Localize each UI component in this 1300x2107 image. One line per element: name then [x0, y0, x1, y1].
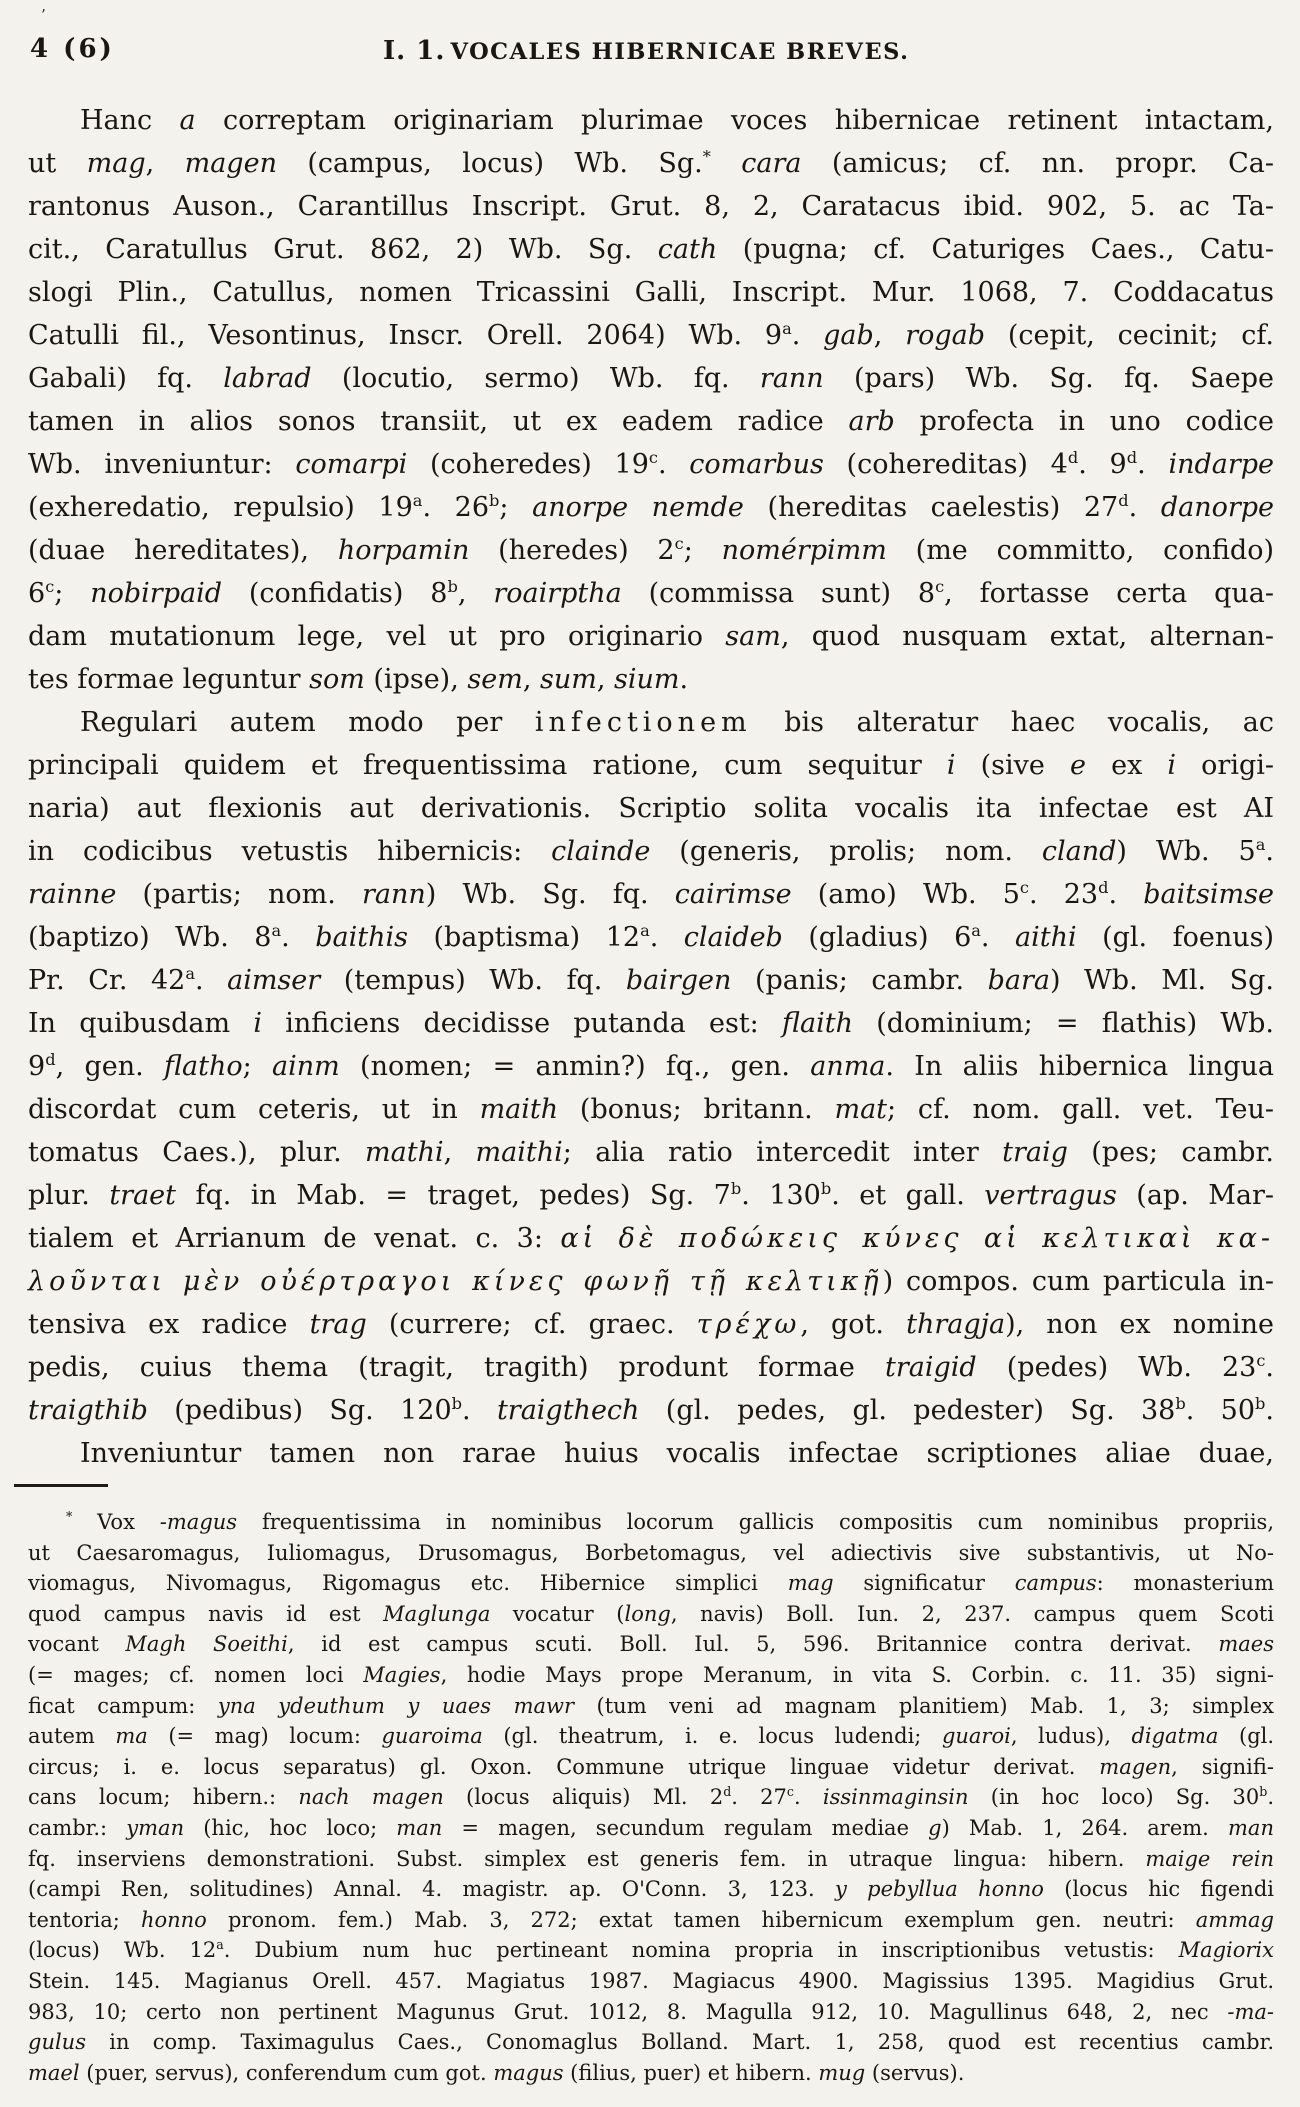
italic-text: guaroima — [381, 1724, 483, 1749]
italic-text: cairimse — [674, 879, 792, 910]
footnote-line: mael (puer, servus), conferendum cum got. magus (filius, puer) et hibern. mug (servus). — [28, 2060, 965, 2085]
footnote-line: (locus) Wb. 12$^a$. Dubium num huc pertineant nomina propria in inscriptionibus vetustis: Magiorix — [28, 1937, 1274, 1963]
body-line: 6$^c$; nobirpaid (confidatis) 8$^b$, roairptha (commissa sunt) 8$^c$, fortasse certa qua- — [28, 577, 1274, 609]
italic-text: bara — [987, 965, 1050, 996]
italic-text: claideb — [683, 922, 783, 953]
italic-text: man — [396, 1815, 443, 1840]
italic-text: -ma- — [1227, 1999, 1274, 2024]
italic-text: magen — [184, 148, 277, 179]
superscript-reference: a — [216, 1937, 224, 1953]
italic-text: nomérpimm — [721, 535, 887, 566]
footnote-line: vocant Magh Soeithi, id est campus scuti. Boll. Iul. 5, 596. Britannice contra derivat. maes — [28, 1632, 1274, 1657]
footnote-line: 983, 10; certo non pertinent Magunus Grut. 1012, 8. Magulla 912, 10. Magullinus 648, 2, nec -ma- — [28, 1999, 1274, 2024]
italic-text: issinmaginsin — [822, 1785, 969, 1810]
italic-text: ma — [115, 1724, 148, 1749]
italic-text: mael — [28, 2060, 80, 2085]
italic-text: long — [624, 1601, 671, 1626]
superscript-reference: * — [702, 147, 711, 166]
italic-text: roairptha — [493, 578, 622, 609]
paragraph — [28, 1507, 1274, 2088]
body-line: cit., Caratullus Grut. 862, 2) Wb. Sg. cath (pugna; cf. Caturiges Caes., Catu- — [28, 234, 1274, 265]
italic-text: gab — [823, 320, 874, 351]
footnote-text — [28, 1507, 1274, 2088]
italic-text: nach magen — [298, 1785, 444, 1810]
italic-text: sium — [614, 664, 680, 695]
superscript-reference: a — [782, 319, 792, 338]
superscript-reference: d — [45, 1050, 56, 1069]
italic-text: Maglunga — [383, 1601, 491, 1626]
italic-text: anma — [810, 1051, 886, 1082]
body-line: tes formae leguntur som (ipse), sem, sum, sium. — [28, 664, 689, 695]
italic-text: mag — [86, 148, 146, 179]
italic-text: nobirpaid — [90, 578, 223, 609]
italic-text: baithis — [315, 922, 408, 953]
italic-text: Magies — [363, 1662, 441, 1687]
body-line: (exheredatio, repulsio) 19$^a$. 26$^b$; anorpe nemde (hereditas caelestis) 27$^d$. danorpe — [28, 491, 1275, 523]
italic-text: flatho — [163, 1051, 243, 1082]
italic-text: flaith — [782, 1008, 853, 1039]
italic-text: digatma — [1131, 1724, 1219, 1749]
italic-text: sam — [725, 621, 781, 652]
italic-text: traigthib — [28, 1395, 148, 1426]
body-line: pedis, cuius thema (tragit, tragith) produnt formae traigid (pedes) Wb. 23$^c$. — [28, 1351, 1275, 1383]
superscript-reference: c — [935, 577, 945, 596]
italic-text: guaroi — [941, 1724, 1011, 1749]
superscript-reference: c — [45, 577, 55, 596]
scan-speck: ’ — [41, 6, 46, 24]
italic-text: ammag — [1195, 1907, 1274, 1932]
superscript-reference: d — [723, 1784, 732, 1800]
body-text — [28, 99, 1274, 1475]
paragraph — [28, 99, 1274, 701]
body-line: In quibusdam i inficiens decidisse putanda est: flaith (dominium; = flathis) Wb. — [28, 1008, 1274, 1039]
italic-text: thragja — [906, 1309, 1006, 1340]
footnote-line: Stein. 145. Magianus Orell. 457. Magiatus 1987. Magiacus 4900. Magissius 1395. Magidius Grut. — [28, 1968, 1274, 1993]
footnote-line: gulus in comp. Taximagulus Caes., Conomaglus Bolland. Mart. 1, 258, quod est recentius cambr. — [28, 2030, 1274, 2055]
superscript-reference: b — [1255, 1394, 1266, 1413]
italic-text: y pebyllua honno — [835, 1877, 1044, 1902]
superscript-reference: b — [1175, 1394, 1186, 1413]
italic-text: honno — [140, 1907, 207, 1932]
italic-text: man — [1228, 1815, 1274, 1840]
footnote-line: fq. inserviens demonstrationi. Subst. simplex est generis fem. in utraque lingua: hibern. maige rein — [28, 1846, 1274, 1871]
italic-text: magus — [493, 2060, 564, 2085]
body-line: Regulari autem modo per infectionem bis alteratur haec vocalis, ac — [80, 707, 1274, 738]
italic-text: horpamin — [337, 535, 470, 566]
body-line: tialem et Arrianum de venat. c. 3: αἱ δὲ ποδώκεις κύνες αἱ κελτικαὶ κα- — [28, 1223, 1274, 1254]
italic-text: i — [1167, 750, 1177, 781]
body-line: naria) aut flexionis aut derivationis. Scriptio solita vocalis ita infectae est AI — [28, 793, 1274, 824]
superscript-reference: b — [820, 1179, 832, 1198]
italic-text: maithi — [475, 1137, 563, 1168]
superscript-reference: a — [971, 921, 981, 940]
italic-text: rainne — [28, 879, 117, 910]
footnote-line: cans locum; hibern.: nach magen (locus aliquis) Ml. 2$^d$. 27$^c$. issinmaginsin (in hoc loco) Sg. 30$^b$. — [28, 1784, 1275, 1810]
italic-text: a — [179, 105, 196, 136]
footnote-line: quod campus navis id est Maglunga vocatur (long, navis) Boll. Iun. 2, 237. campus quem Scoti — [28, 1601, 1274, 1626]
superscript-reference: a — [412, 491, 423, 510]
superscript-reference: d — [1067, 448, 1079, 467]
superscript-reference: d — [1098, 878, 1109, 897]
italic-text: sum — [540, 664, 597, 695]
superscript-reference: d — [1126, 448, 1138, 467]
italic-text: yna ydeuthum y uaes mawr — [217, 1693, 575, 1718]
footnote-separator — [14, 1484, 108, 1487]
italic-text: i — [946, 750, 956, 781]
body-line: (baptizo) Wb. 8$^a$. baithis (baptisma) 12$^a$. claideb (gladius) 6$^a$. aithi (gl. foenus) — [28, 921, 1274, 953]
italic-text: maith — [479, 1094, 559, 1125]
footnote-line: * Vox -magus frequentissima in nominibus locorum gallicis compositis cum nominibus propriis, — [66, 1509, 1274, 1534]
italic-text: gulus — [28, 2030, 86, 2055]
page-number: 4 (6) — [30, 34, 115, 64]
body-line: plur. traet fq. in Mab. = traget, pedes) Sg. 7$^b$. 130$^b$. et gall. vertragus (ap. Mar- — [28, 1179, 1275, 1211]
superscript-reference: a — [1255, 835, 1266, 854]
footnote-line: ut Caesaromagus, Iuliomagus, Drusomagus, Borbetomagus, vel adiectivis sive substantivis, ut No- — [28, 1540, 1274, 1565]
body-line: in codicibus vetustis hibernicis: clainde (generis, prolis; nom. cland) Wb. 5$^a$. — [28, 835, 1274, 867]
body-line: λοῦνται μὲν οὐέρτραγοι κίνες φωνῇ τῇ κελτικῇ) compos. cum particula in- — [28, 1266, 1274, 1297]
footnote-line: tentoria; honno pronom. fem.) Mab. 3, 272; extat tamen hibernicum exemplum gen. neutri: ammag — [28, 1907, 1274, 1932]
superscript-reference: c — [674, 534, 684, 553]
italic-text: sem — [467, 664, 523, 695]
italic-text: aimser — [227, 965, 321, 996]
italic-text: indarpe — [1168, 449, 1275, 480]
paragraph — [28, 1432, 1274, 1475]
superscript-reference: d — [1118, 491, 1129, 510]
italic-text: labrad — [223, 363, 312, 394]
italic-text: i — [253, 1008, 262, 1039]
body-line: dam mutationum lege, vel ut pro originario sam, quod nusquam extat, alternan- — [28, 621, 1274, 652]
italic-text: mat — [834, 1094, 888, 1125]
footnote-line: viomagus, Nivomagus, Rigomagus etc. Hibernice simplici mag significatur campus: monasterium — [28, 1571, 1274, 1596]
italic-text: arb — [848, 406, 895, 437]
italic-text: trag — [309, 1309, 367, 1340]
superscript-reference: * — [66, 1509, 73, 1524]
footnote-line: (campi Ren, solitudines) Annal. 4. magistr. ap. O'Conn. 3, 123. y pebyllua honno (locus hic figendi — [28, 1877, 1274, 1902]
body-line: traigthib (pedibus) Sg. 120$^b$. traigthech (gl. pedes, gl. pedester) Sg. 38$^b$. 50$^b$. — [28, 1394, 1274, 1426]
body-line: Wb. inveniuntur: comarpi (coheredes) 19$^c$. comarbus (cohereditas) 4$^d$. 9$^d$. indarpe — [28, 448, 1275, 480]
body-line: Pr. Cr. 42$^a$. aimser (tempus) Wb. fq. bairgen (panis; cambr. bara) Wb. Ml. Sg. — [28, 964, 1274, 996]
superscript-reference: b — [447, 577, 458, 596]
paragraph — [28, 701, 1274, 1432]
footnote-line: cambr.: yman (hic, hoc loco; man = magen, secundum regulam mediae g) Mab. 1, 264. arem. man — [28, 1815, 1274, 1840]
body-line: Inveniuntur tamen non rarae huius vocalis infectae scriptiones aliae duae, — [80, 1438, 1274, 1469]
italic-text: g — [928, 1815, 942, 1840]
italic-text: yman — [126, 1815, 185, 1840]
italic-text: anorpe nemde — [532, 492, 744, 523]
body-line: Catulli fil., Vesontinus, Inscr. Orell. 2064) Wb. 9$^a$. gab, rogab (cepit, cecinit; cf. — [28, 319, 1275, 351]
body-line: principali quidem et frequentissima ratione, cum sequitur i (sive e ex i origi- — [28, 750, 1275, 781]
italic-text: mug — [818, 2060, 866, 2085]
body-line: discordat cum ceteris, ut in maith (bonus; britann. mat; cf. nom. gall. vet. Teu- — [28, 1094, 1274, 1125]
greek-text: αἱ δὲ ποδώκεις κύνες αἱ κελτικαὶ κα- — [560, 1223, 1274, 1254]
footnote-line: ficat campum: yna ydeuthum y uaes mawr (tum veni ad magnam planitiem) Mab. 1, 3; simplex — [28, 1693, 1274, 1718]
italic-text: -magus — [159, 1510, 238, 1534]
italic-text: som — [309, 664, 365, 695]
superscript-reference: a — [185, 964, 195, 983]
superscript-reference: b — [489, 491, 500, 510]
italic-text: comarpi — [295, 449, 408, 480]
italic-text: cland — [1041, 836, 1117, 867]
greek-text: λοῦνται μὲν οὐέρτραγοι κίνες φωνῇ τῇ κελτικῇ — [28, 1266, 883, 1297]
italic-text: traig — [1002, 1137, 1068, 1168]
italic-text: bairgen — [625, 965, 732, 996]
superscript-reference: a — [271, 921, 282, 940]
body-line: tamen in alios sonos transiit, ut ex eadem radice arb profecta in uno codice — [28, 406, 1274, 437]
italic-text: cath — [657, 234, 718, 265]
italic-text: Magh Soeithi — [125, 1632, 288, 1657]
running-head — [383, 36, 909, 66]
body-line: slogi Plin., Catullus, nomen Tricassini Galli, Inscript. Mur. 1068, 7. Coddacatus — [28, 277, 1274, 308]
body-line: Hanc a correptam originariam plurimae voces hibernicae retinent intactam, — [80, 105, 1274, 136]
superscript-reference: c — [1019, 878, 1029, 897]
body-line: tomatus Caes.), plur. mathi, maithi; alia ratio intercedit inter traig (pes; cambr. — [28, 1137, 1274, 1168]
italic-text: baitsimse — [1143, 879, 1274, 910]
italic-text: Magiorix — [1178, 1938, 1274, 1963]
italic-text: traigthech — [496, 1395, 640, 1426]
body-line: tensiva ex radice trag (currere; cf. graec. τρέχω, got. thragja), non ex nomine — [28, 1309, 1274, 1340]
italic-text: comarbus — [689, 449, 824, 480]
body-line: rainne (partis; nom. rann) Wb. Sg. fq. cairimse (amo) Wb. 5$^c$. 23$^d$. baitsimse — [28, 878, 1274, 910]
greek-text: τρέχω — [696, 1309, 801, 1340]
italic-text: danorpe — [1160, 492, 1275, 523]
body-line: ut mag, magen (campus, locus) Wb. Sg.* cara (amicus; cf. nn. propr. Ca- — [28, 147, 1274, 179]
italic-text: maige rein — [1145, 1846, 1274, 1871]
italic-text: campus — [1014, 1571, 1097, 1596]
superscript-reference: c — [786, 1784, 794, 1800]
italic-text: cara — [741, 148, 802, 179]
italic-text: rann — [759, 363, 824, 394]
superscript-reference: b — [730, 1179, 742, 1198]
footnote-line: (= mages; cf. nomen loci Magies, hodie Mays prope Meranum, in vita S. Corbin. c. 11. 35) signi- — [28, 1662, 1274, 1687]
footnote-line: autem ma (= mag) locum: guaroima (gl. theatrum, i. e. locus ludendi; guaroi, ludus), digatma (gl. — [28, 1724, 1275, 1749]
italic-text: traigid — [884, 1352, 977, 1383]
italic-text: aithi — [1014, 922, 1077, 953]
italic-text: rann — [361, 879, 426, 910]
italic-text: mag — [787, 1571, 834, 1596]
superscript-reference: b — [451, 1394, 463, 1413]
chapter-title: VOCALES HIBERNICAE BREVES. — [450, 39, 910, 65]
italic-text: maes — [1218, 1632, 1274, 1657]
italic-text: ainm — [272, 1051, 340, 1082]
italic-text: magen — [1099, 1754, 1172, 1779]
letterspaced-text: infectionem — [534, 707, 752, 738]
italic-text: rogab — [905, 320, 986, 351]
body-line: Gabali) fq. labrad (locutio, sermo) Wb. fq. rann (pars) Wb. Sg. fq. Saepe — [28, 363, 1274, 394]
chapter-number: I. 1. — [383, 36, 446, 66]
italic-text: traet — [109, 1180, 176, 1211]
superscript-reference: c — [648, 448, 658, 467]
body-line: rantonus Auson., Carantillus Inscript. Grut. 8, 2, Caratacus ibid. 902, 5. ac Ta- — [28, 191, 1274, 222]
footnote-line: circus; i. e. locus separatus) gl. Oxon. Commune utrique linguae videtur derivat. magen, signifi- — [28, 1754, 1274, 1779]
superscript-reference: b — [1259, 1784, 1268, 1800]
superscript-reference: a — [640, 921, 650, 940]
superscript-reference: c — [1256, 1351, 1266, 1370]
body-line: 9$^d$, gen. flatho; ainm (nomen; = anmin?) fq., gen. anma. In aliis hibernica lingua — [28, 1050, 1274, 1082]
italic-text: clainde — [551, 836, 651, 867]
italic-text: mathi — [365, 1137, 444, 1168]
italic-text: vertragus — [984, 1180, 1117, 1211]
body-line: (duae hereditates), horpamin (heredes) 2$^c$; nomérpimm (me committo, confido) — [28, 534, 1274, 566]
italic-text: e — [1070, 750, 1086, 781]
